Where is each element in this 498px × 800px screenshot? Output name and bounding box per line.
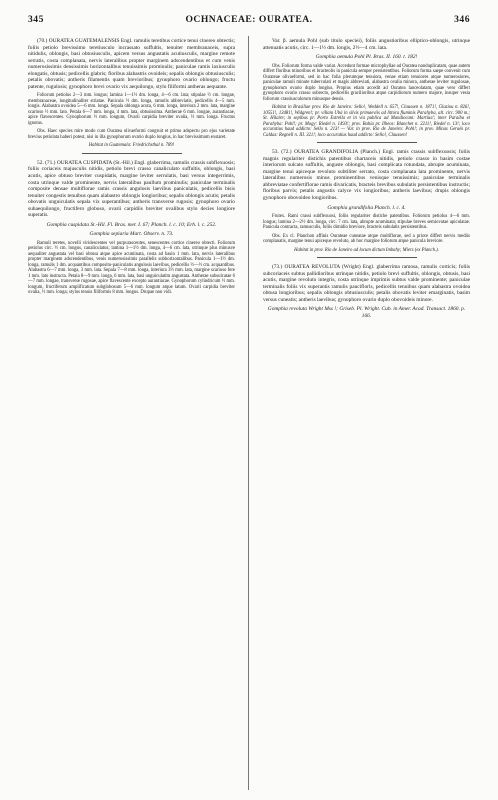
variety-habitat: Habitat in Brasiliae prov. Rio de Janeiro: Sello!, Weddell n. 657!, Claussen n. 1871!, Glaziou n. 826!, 10551!, 13481!, Widgren!; pr. villam Ubá in silvis primaeviis ad littora fluminis Parahyba, alt. circ. 900 m.; St. Hilaire; in sepibus pr. Porto Estrella et in via publica ad Mandiocam: Martius!; inter Paraiba et Parahyba: Pohl!; pr. Mogy: Riedel n. 1493!; prov. Bahia pr. Ilheos: Blanchet n. 2211!, Riedel n. 13!; loco accuratius haud addicto: Sello n. 213! — Var. in prov. Rio de Janeiro: Pohl!; in prov. Minas Geraës pr. Caldas: Regnell n. III. 321!; loco accuratius haud addicto: Sello!, Claussen!: [263, 105, 470, 138]
species-72-details: Frutex. Rami crassi subflexuosi, foliis regulariter distiche patentibus. Foliorum petiolus 4—6 mm. longus; lamina 2—2½ dm. longa, circ. 7 cm. lata, abrupte acuminata; stipulae breves semiovatae apiculatae. Panicula contracta, ramusculis, foliis dimidio breviore, bracteis subulatis persistentibus.: [263, 214, 470, 231]
species-72-citation: Gomphia grandifolia Planch. l. c. 4.: [327, 204, 406, 211]
page-number-left: 345: [28, 14, 44, 25]
species-70-habitat: Habitat in Guatemala: Friedrichsthal n. 789!: [88, 143, 175, 149]
species-72-observation: Obs. Ex cl. Planchon affinis Ourateae cuneatae atque multiflorae, sed a priore differt nervis mediis complanatis, margine tenui apiceque revoluto, ab hoc margine foliorum atque panicula breviore.: [263, 233, 470, 245]
species-73-description: (73.) OURATEA REVOLUTA (Wright) Engl. glaberrima ramosa, ramulis corticis; foliis subcoriaceis subtus pallidioribus utrinque nitidis, petiolo brevi suffultis, oblongis, obtusis, basi acutis, margine revoluto integris, costa utrinque imprimis subtus valde prominente; paniculae terminalis foliis vix superantis ramulis pauciflorls, pedicellis tenuibus quam alabastra ovoidea obtusa longioribus; sepalis oblongis obtusiusculis; petalis obovatis leviter emarginatis, basim versus cuneatis; antheris laevibus; gynophoro ovario duplo obovoideis minore.: [263, 264, 470, 303]
separator-rule: [82, 153, 182, 154]
species-73-citation: Gomphia revoluta Wright Mss !; Griseb. Pl. Wright. Cub. in Amer. Acad. Transact. 1860. p. 166.: [267, 306, 466, 319]
left-column: [28, 38, 235, 299]
separator-rule: [317, 142, 417, 143]
species-71-citation: Gomphia cuspidata St.-Hil. Fl. Bras. mer. I. 67; Planch. l. c. 10; Erh. l. c. 252.: [46, 221, 217, 228]
separator-rule: [317, 257, 417, 258]
running-title: OCHNACEAE: OURATEA.: [185, 14, 313, 25]
species-71-details: Ramuli teretes, novelli viridescentes vel purpurascentes, senescentes cortice cinereo obtecti. Foliorum petiolus circ. ½ cm. longus, canaliculatus; lamina 1—1½ dm. longa, 4—6 cm. lata, utrinque plus minusve aequaliter angustata vel basi obtusa atque apice acuminata, costa ad basin 1 mm. lata, nervis lateralibus propter marginem adscendentibus, venis numerosissimis parallelis subhorizontalibus. Panicula 1—1½ dm. longa, ramulis 1 dm. acquantibus composito-paniculatis angulosis laevibus, pedicellis ½—½ cm. acquantibus. Alabastra 6—7 mm. longa, 3 mm. lata. Sepala 7—8 mm. longa, interiora 3½ mm. lata, margine scarioso fere 1 mm. lato instructa. Petala 8—9 mm. longa, 6 mm. lata, basi unguiculatim angustata. Antherae subsulcatae 6—7 mm. longae, transverse rugosae, apice flavescente excepto aurantiacae. Gynophorum cylindricum ½ mm. longum, fructiferum amplificatum subglobosum 5—6 mm. longum atque latum. Ovarii carpidia breviter ovalia, ½ mm. longa; stylus tenuis filiformis 8 mm. longus. Drupae non vidi.: [28, 240, 235, 296]
variety-observation: Obs. Foliorum forma valde variat. Accedunt formae microphyllae ad Ouratea nonduplicatam, quae autem differt floribus minoribus et bracteolis in panicula semper persistentibus. Foliorum forma saepe convenit cum Ourateae olivaeformi, sed in hac folia plerumque tenuiora, venae etiam tenuiores atque numerosiores, paniculae ramuli minute tuberculati et magis abbreviati, alabastra ovalia minora, antherae leviter rugulosae, gynophorum ovario duplo longius. Propius etiam accedit ad Ouratea lanceolatam, quae vero differt gynophoro ovario crasso subrecto, pedicellis gracilioribus atque carpidiorum numero majore, insuper vesia foliorum crassiusculorum minusque densis.: [263, 63, 470, 102]
variety-description: Var. β. aemula Pohl (sub titulo speciei), foliis angustioribus elliptico-oblongis, utrinque attenuatis acutis, circ. 1—1½ dm. longis, 2½—4 cm. lata.: [263, 38, 470, 51]
species-71-synonym: Gomphia sepiaria Mart. Observ. n. 73.: [89, 231, 174, 238]
species-72-description: 53. (72.) OURATEA GRANDIFOLIA (Planch.) Engl. ramis crassis subflexuosis; foliis magnis regulariter distichis patentibus chartaceis nitidis, petiolo crasso in basim costae interiorum sulcato suffultis, anguste oblongis, basi complicata rotundata, abrupte acuminata, margine tenui apiceque revoluto subtiliter serrato, costa complanata lata prominente, nervis lateralibus numerosis minus prominentibus venisque tenuissimis; paniculae terminalis abbreviatae confertiflorae ramis divaricatis, bracteis brevibus subulatis persistentibus instructis; floribus parvis; petalis angustis calyce vix longioribus; antheris laevibus; drupis oblongis gynophoro obovoideo longioribus.: [263, 149, 470, 201]
right-column: [263, 38, 470, 322]
species-70-observation: Obs. Haec species mire modo cum Ouratea olivaeformi congruit et primo adspectu pro ejus varietate brevius petiolata haberi potest, nisi in illa gynophorum ovario duplo longius, in hac brevissimum exstaret.: [28, 129, 235, 140]
species-70-description: (70.) OURATEA GUATEMALENSIS Engl. ramulis teretibus cortice tenui cinereo obtectis; foliis petiolo brevissimo teretiusculo incrassato suffultis, tenuiter membranaceis, supra nitidulis, oblongis, basi obtusiusculis, apicem versus angustatis acutiusculis, margine remote serratis, costa complanata, nervis lateralibus propter marginem adscendentibus et cum venis numerosissimis densissimis horizontalibus tenuissimis prominulis; paniculae ramis laxiusculis elongatis, obtusis; pedicellis glabris; floribus alabastris ovoideis; sepalis oblongis obtusiusculis; petalis obovatis; antheris filamentis quam brevioribus; gynophoro ovario oblongo; fructu patente, rugulosis; gynophoro brevi ovario vix aequilongo, stylo filiformi antheras aequante.: [28, 38, 235, 90]
species-71-description: 52. (71.) OURATEA CUSPIDATA (St.-Hil.) Engl. glaberrima, ramulis crassis subflexuosis; foliis coriaceis majusculis nitidis, petiolo brevi crasso canaliculato suffultis, oblongis, basi acutis, apice obtuso breviter cuspidatis, margine leviter serrulatis, basi versus integerrimis, costa utrinque valde prominente, nervis lateralibus paullum prominulis; paniculae terminalis composite densae multiflorae ramis crassis angulosis laevibus paniculatis, pedicellis bisis tenuiter congestis tenuibus quam alabastro oblongis longioribus; sepalis oblongis acutis; petalis obovatis unguiculatis sepala vix superantibus; antheris transverse rugosis; gynophoro ovario subaequilongo, fructifero globoso, ovarii carpidiis breviter ovalibus stylo decies longiore superatis.: [28, 159, 235, 219]
species-72-habitat: Habitat in prov. Rio de Janeiro ad locum dictum Imbahy; Miers (ex Planch.).: [294, 247, 439, 253]
page-number-right: 346: [454, 14, 470, 25]
species-70-details: Foliorum petiolus 2—3 mm. longus; lamina 1—1½ dm. longa, 4—6 cm. lata; stipulae ½ cm. longae, membranaceae, longitudinaliter striatae. Panicula ½ dm. longa, ramulis abbreviatis, pedicellis 4—5 mm. longis. Alabastra ovoidea 5—6 mm. longa. Sepala oblonga acuta, 6 mm. longa, interiora 2 mm. lata, margine scarioso ½ mm. lato. Petala 6—7 mm. longa, 4 mm. lata, obtusissima. Antherae 6 mm. longae, aurantiacae, apice flavescentes. Gynophorum ½ mm. longum, Ovarii carpidia breviter ovalia, ½ mm. longa. Fructus ignotus.: [28, 93, 235, 126]
variety-citation: Gomphia aemula Pohl Pl. Bras. II. 160. t. 182!: [315, 54, 418, 61]
column-divider: [248, 36, 249, 790]
running-header: [28, 14, 470, 28]
